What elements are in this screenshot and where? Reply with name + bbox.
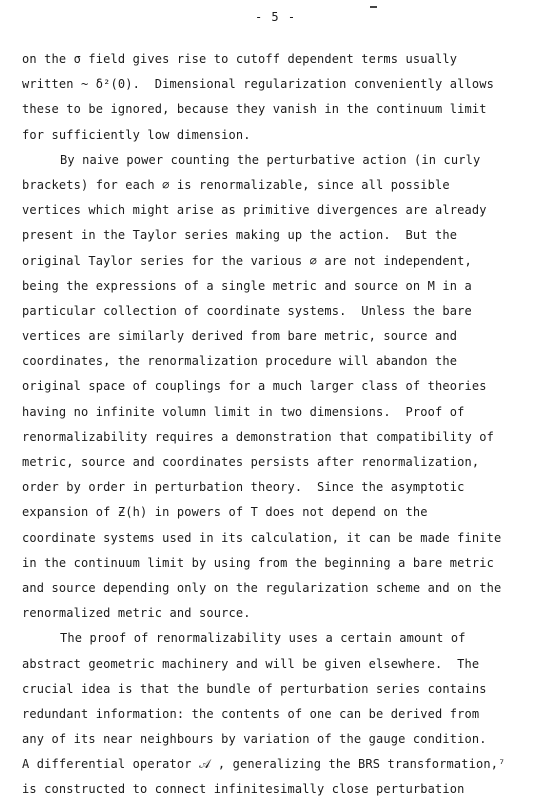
text-line: having no infinite volumn limit in two dimensions. Proof of — [22, 404, 465, 419]
text-line: A differential operator 𝒜 , generalizing the BRS transformation,⁷ — [22, 757, 506, 772]
text-line: coordinate systems used in its calculation, it can be made finite — [22, 530, 502, 545]
text-line: coordinates, the renormalization procedure will abandon the — [22, 354, 458, 369]
text-line: on the σ field gives rise to cutoff dependent terms usually — [22, 52, 458, 66]
text-line: redundant information: the contents of one can be derived from — [22, 706, 480, 721]
paragraph — [22, 148, 537, 627]
paragraph — [22, 626, 537, 802]
text-line: these to be ignored, because they vanish in the continuum limit — [22, 102, 487, 117]
text-line: particular collection of coordinate systems. Unless the bare — [22, 303, 472, 318]
text-line: renormalizability requires a demonstration that compatibility of — [22, 429, 494, 444]
stray-mark — [370, 6, 377, 8]
text-line: present in the Taylor series making up the action. But the — [22, 228, 458, 243]
text-line: The proof of renormalizability uses a certain amount of — [60, 631, 466, 646]
page-number: - 5 - — [254, 10, 297, 24]
text-line: original Taylor series for the various ∅ are not independent, — [22, 253, 472, 268]
text-line: being the expressions of a single metric and source on M in a — [22, 278, 472, 293]
text-line: By naive power counting the perturbative action (in curly — [60, 152, 481, 167]
text-line: order by order in perturbation theory. Since the asymptotic — [22, 480, 465, 495]
body-text — [22, 47, 537, 803]
text-line: metric, source and coordinates persists after renormalization, — [22, 455, 480, 469]
text-line: in the continuum limit by using from the beginning a bare metric — [22, 555, 494, 570]
text-line: written ~ δ²(0). Dimensional regularization conveniently allows — [22, 77, 494, 92]
text-line: abstract geometric machinery and will be given elsewhere. The — [22, 656, 480, 671]
text-line: is constructed to connect infinitesimally close perturbation — [22, 782, 465, 797]
paragraph — [22, 47, 537, 148]
text-line: vertices which might arise as primitive divergences are already — [22, 203, 487, 218]
text-line: renormalized metric and source. — [22, 606, 251, 621]
text-line: brackets) for each ∅ is renormalizable, since all possible — [22, 177, 450, 192]
text-line: for sufficiently low dimension. — [22, 127, 251, 142]
text-line: vertices are similarly derived from bare metric, source and — [22, 329, 458, 344]
text-line: and source depending only on the regularization scheme and on the — [22, 580, 502, 595]
text-line: expansion of Ƶ(h) in powers of T does not depend on the — [22, 505, 428, 520]
text-line: crucial idea is that the bundle of perturbation series contains — [22, 681, 487, 696]
text-line: any of its near neighbours by variation of the gauge condition. — [22, 732, 487, 747]
text-line: original space of couplings for a much larger class of theories — [22, 379, 487, 394]
